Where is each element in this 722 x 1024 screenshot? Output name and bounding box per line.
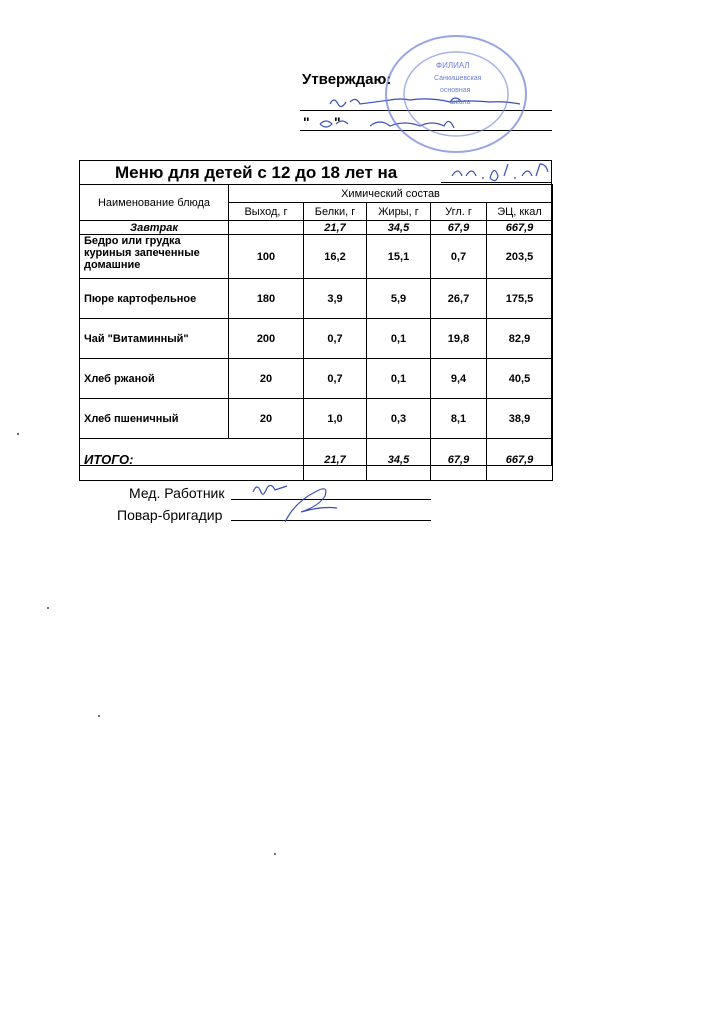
- medic-label: Мед. Работник: [129, 485, 225, 501]
- cell-kcal: 203,5: [487, 235, 553, 279]
- section-value: [229, 221, 304, 235]
- table-row: [80, 399, 553, 439]
- dish-name: Пюре картофельное: [80, 279, 229, 319]
- section-value: 67,9: [431, 221, 487, 235]
- cell-protein: 0,7: [304, 319, 367, 359]
- header-col-fat: Жиры, г: [367, 203, 431, 221]
- total-protein: 21,7: [304, 439, 367, 481]
- cell-fat: 0,1: [367, 359, 431, 399]
- cook-label: Повар-бригадир: [117, 507, 223, 523]
- cell-protein: 3,9: [304, 279, 367, 319]
- section-value: 34,5: [367, 221, 431, 235]
- cell-yield: 200: [229, 319, 304, 359]
- signatures-handwriting: [245, 474, 355, 526]
- dish-name: Чай "Витаминный": [80, 319, 229, 359]
- table-row: [80, 279, 553, 319]
- cell-kcal: 175,5: [487, 279, 553, 319]
- cell-yield: 20: [229, 359, 304, 399]
- cell-yield: 100: [229, 235, 304, 279]
- svg-text:школа: школа: [450, 99, 471, 106]
- header-col-carbs: Угл. г: [431, 203, 487, 221]
- table-row: [80, 319, 553, 359]
- cell-carbs: 0,7: [431, 235, 487, 279]
- total-kcal: 667,9: [487, 439, 553, 481]
- header-chem-group: Химический состав: [229, 185, 553, 203]
- scan-speck: [98, 715, 100, 717]
- approval-label: Утверждаю:: [302, 71, 392, 88]
- scan-speck: [274, 853, 276, 855]
- header-col-kcal: ЭЦ, ккал: [487, 203, 553, 221]
- scan-speck: [17, 433, 19, 435]
- section-row: [80, 221, 553, 235]
- cell-kcal: 38,9: [487, 399, 553, 439]
- cell-fat: 0,1: [367, 319, 431, 359]
- scan-speck: [47, 607, 49, 609]
- cell-protein: 0,7: [304, 359, 367, 399]
- section-name: Завтрак: [80, 221, 229, 235]
- total-label: ИТОГО:: [80, 439, 304, 481]
- cell-yield: 20: [229, 399, 304, 439]
- table-row: [80, 359, 553, 399]
- cell-carbs: 26,7: [431, 279, 487, 319]
- cell-carbs: 8,1: [431, 399, 487, 439]
- menu-title: Меню для детей с 12 до 18 лет на: [115, 163, 398, 182]
- cell-protein: 16,2: [304, 235, 367, 279]
- section-value: 667,9: [487, 221, 553, 235]
- cell-protein: 1,0: [304, 399, 367, 439]
- total-fat: 34,5: [367, 439, 431, 481]
- cell-fat: 15,1: [367, 235, 431, 279]
- quote-close: ": [334, 114, 341, 130]
- header-col-yield: Выход, г: [229, 203, 304, 221]
- cell-carbs: 19,8: [431, 319, 487, 359]
- dish-name: Хлеб пшеничный: [80, 399, 229, 439]
- table-row: [80, 235, 553, 279]
- menu-date-handwriting: [448, 158, 558, 184]
- svg-text:ФИЛИАЛ: ФИЛИАЛ: [436, 61, 470, 70]
- dish-name: Хлеб ржаной: [80, 359, 229, 399]
- cell-kcal: 82,9: [487, 319, 553, 359]
- cell-fat: 5,9: [367, 279, 431, 319]
- total-carbs: 67,9: [431, 439, 487, 481]
- header-col-protein: Белки, г: [304, 203, 367, 221]
- svg-text:основная: основная: [440, 87, 471, 94]
- dish-name: Бедро или грудка куриныя запеченные домашние: [80, 235, 229, 279]
- school-stamp: [366, 28, 536, 158]
- cell-kcal: 40,5: [487, 359, 553, 399]
- cell-carbs: 9,4: [431, 359, 487, 399]
- menu-table: [79, 184, 553, 481]
- quote-open: ": [303, 114, 310, 130]
- cell-yield: 180: [229, 279, 304, 319]
- header-row-1: [80, 185, 553, 203]
- svg-text:Санкишевская: Санкишевская: [434, 75, 482, 82]
- section-value: 21,7: [304, 221, 367, 235]
- header-dish-name: Наименование блюда: [80, 185, 229, 221]
- cell-fat: 0,3: [367, 399, 431, 439]
